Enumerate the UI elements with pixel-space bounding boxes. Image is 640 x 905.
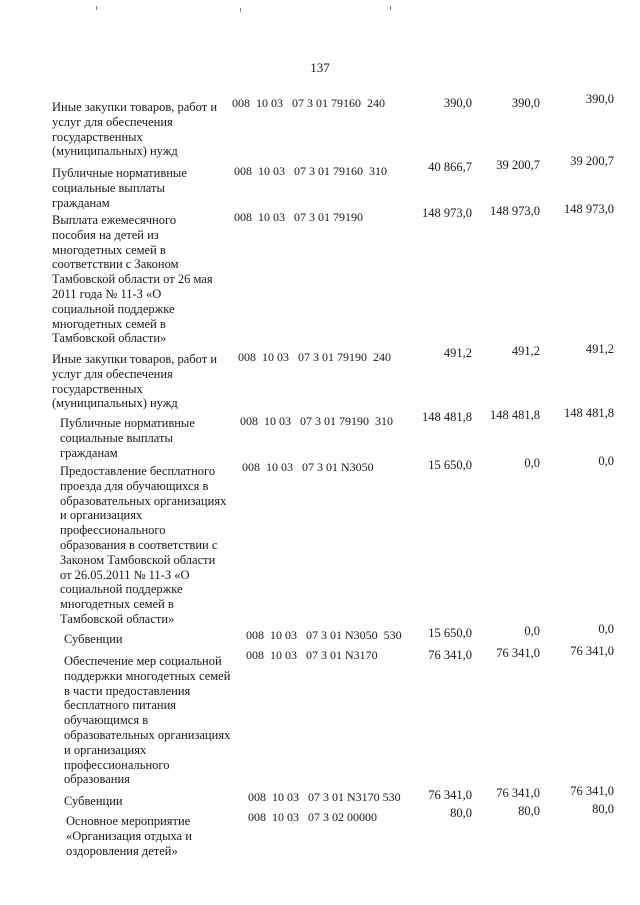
row-name: Основное мероприятие «Организация отдыха и оздоровления детей» — [66, 814, 192, 858]
scan-mark — [96, 6, 97, 10]
row-code: 008 10 03 07 3 01 79160 240 — [232, 96, 385, 110]
row-name: Предоставление бесплатного проезда для обучающихся в образовательных организациях и организациях профессионального образования в соответствии с Законом Тамбовской области от 26.05.2011 № 11-З «О социальной поддержке многодетных семей в Тамбовской области» — [60, 464, 227, 626]
row-value-2: 76 341,0 — [496, 646, 540, 660]
row-value-1: 491,2 — [443, 346, 472, 360]
row-value-1: 40 866,7 — [428, 160, 472, 174]
row-code: 008 10 03 07 3 01 N3170 530 — [248, 790, 401, 804]
page-number: 137 — [310, 60, 330, 75]
row-value-1: 148 973,0 — [422, 206, 472, 220]
row-value-2: 148 973,0 — [490, 204, 540, 218]
row-name: Иные закупки товаров, работ и услуг для обеспечения государственных (муниципальных) нужд — [52, 352, 218, 411]
row-value-1: 390,0 — [443, 96, 472, 110]
row-value-2: 491,2 — [511, 344, 540, 358]
row-name: Обеспечение мер социальной поддержки многодетных семей в части предоставления бесплатного питания обучающимся в образовательных организациях и организациях профессионального образования — [64, 654, 231, 787]
row-value-3: 76 341,0 — [570, 644, 614, 658]
row-value-2: 0,0 — [524, 624, 540, 638]
row-name: Субвенции — [64, 794, 123, 808]
scan-mark — [240, 8, 241, 12]
row-code: 008 10 03 07 3 01 79190 310 — [240, 414, 393, 428]
row-code: 008 10 03 07 3 01 79160 310 — [234, 164, 387, 178]
row-code: 008 10 03 07 3 01 N3050 — [242, 460, 374, 474]
row-value-1: 76 341,0 — [428, 648, 472, 662]
row-name: Иные закупки товаров, работ и услуг для обеспечения государственных (муниципальных) нужд — [52, 100, 218, 159]
row-value-2: 148 481,8 — [490, 408, 540, 422]
row-code: 008 10 03 07 3 01 79190 240 — [238, 350, 391, 364]
row-name: Публичные нормативные социальные выплаты гражданам — [60, 416, 195, 460]
row-value-3: 491,2 — [585, 342, 614, 356]
row-value-2: 0,0 — [524, 456, 540, 470]
row-code: 008 10 03 07 3 01 N3050 530 — [246, 628, 402, 642]
row-value-1: 76 341,0 — [428, 788, 472, 802]
row-value-3: 0,0 — [598, 622, 614, 636]
row-value-1: 80,0 — [450, 806, 472, 820]
row-value-2: 390,0 — [511, 96, 540, 110]
row-name: Выплата ежемесячного пособия на детей из многодетных семей в соответствии с Законом Тамбовской области от 26 мая 2011 года № 11-З «О социальной поддержке многодетных семей в Тамбовской области» — [52, 213, 213, 346]
row-value-2: 39 200,7 — [496, 158, 540, 172]
scan-mark — [390, 6, 391, 10]
row-value-1: 148 481,8 — [422, 410, 472, 424]
row-code: 008 10 03 07 3 02 00000 — [248, 810, 377, 824]
row-value-1: 15 650,0 — [428, 458, 472, 472]
row-value-3: 0,0 — [598, 454, 614, 468]
row-value-3: 76 341,0 — [570, 784, 614, 798]
row-value-2: 80,0 — [518, 804, 540, 818]
row-value-3: 148 481,8 — [564, 406, 614, 420]
row-value-1: 15 650,0 — [428, 626, 472, 640]
row-value-3: 390,0 — [585, 92, 614, 106]
row-code: 008 10 03 07 3 01 79190 — [234, 210, 363, 224]
row-code: 008 10 03 07 3 01 N3170 — [246, 648, 378, 662]
row-name: Публичные нормативные социальные выплаты гражданам — [52, 166, 187, 210]
row-value-2: 76 341,0 — [496, 786, 540, 800]
row-value-3: 80,0 — [592, 802, 614, 816]
row-value-3: 39 200,7 — [570, 154, 614, 168]
row-name: Субвенции — [64, 632, 123, 646]
row-value-3: 148 973,0 — [564, 202, 614, 216]
